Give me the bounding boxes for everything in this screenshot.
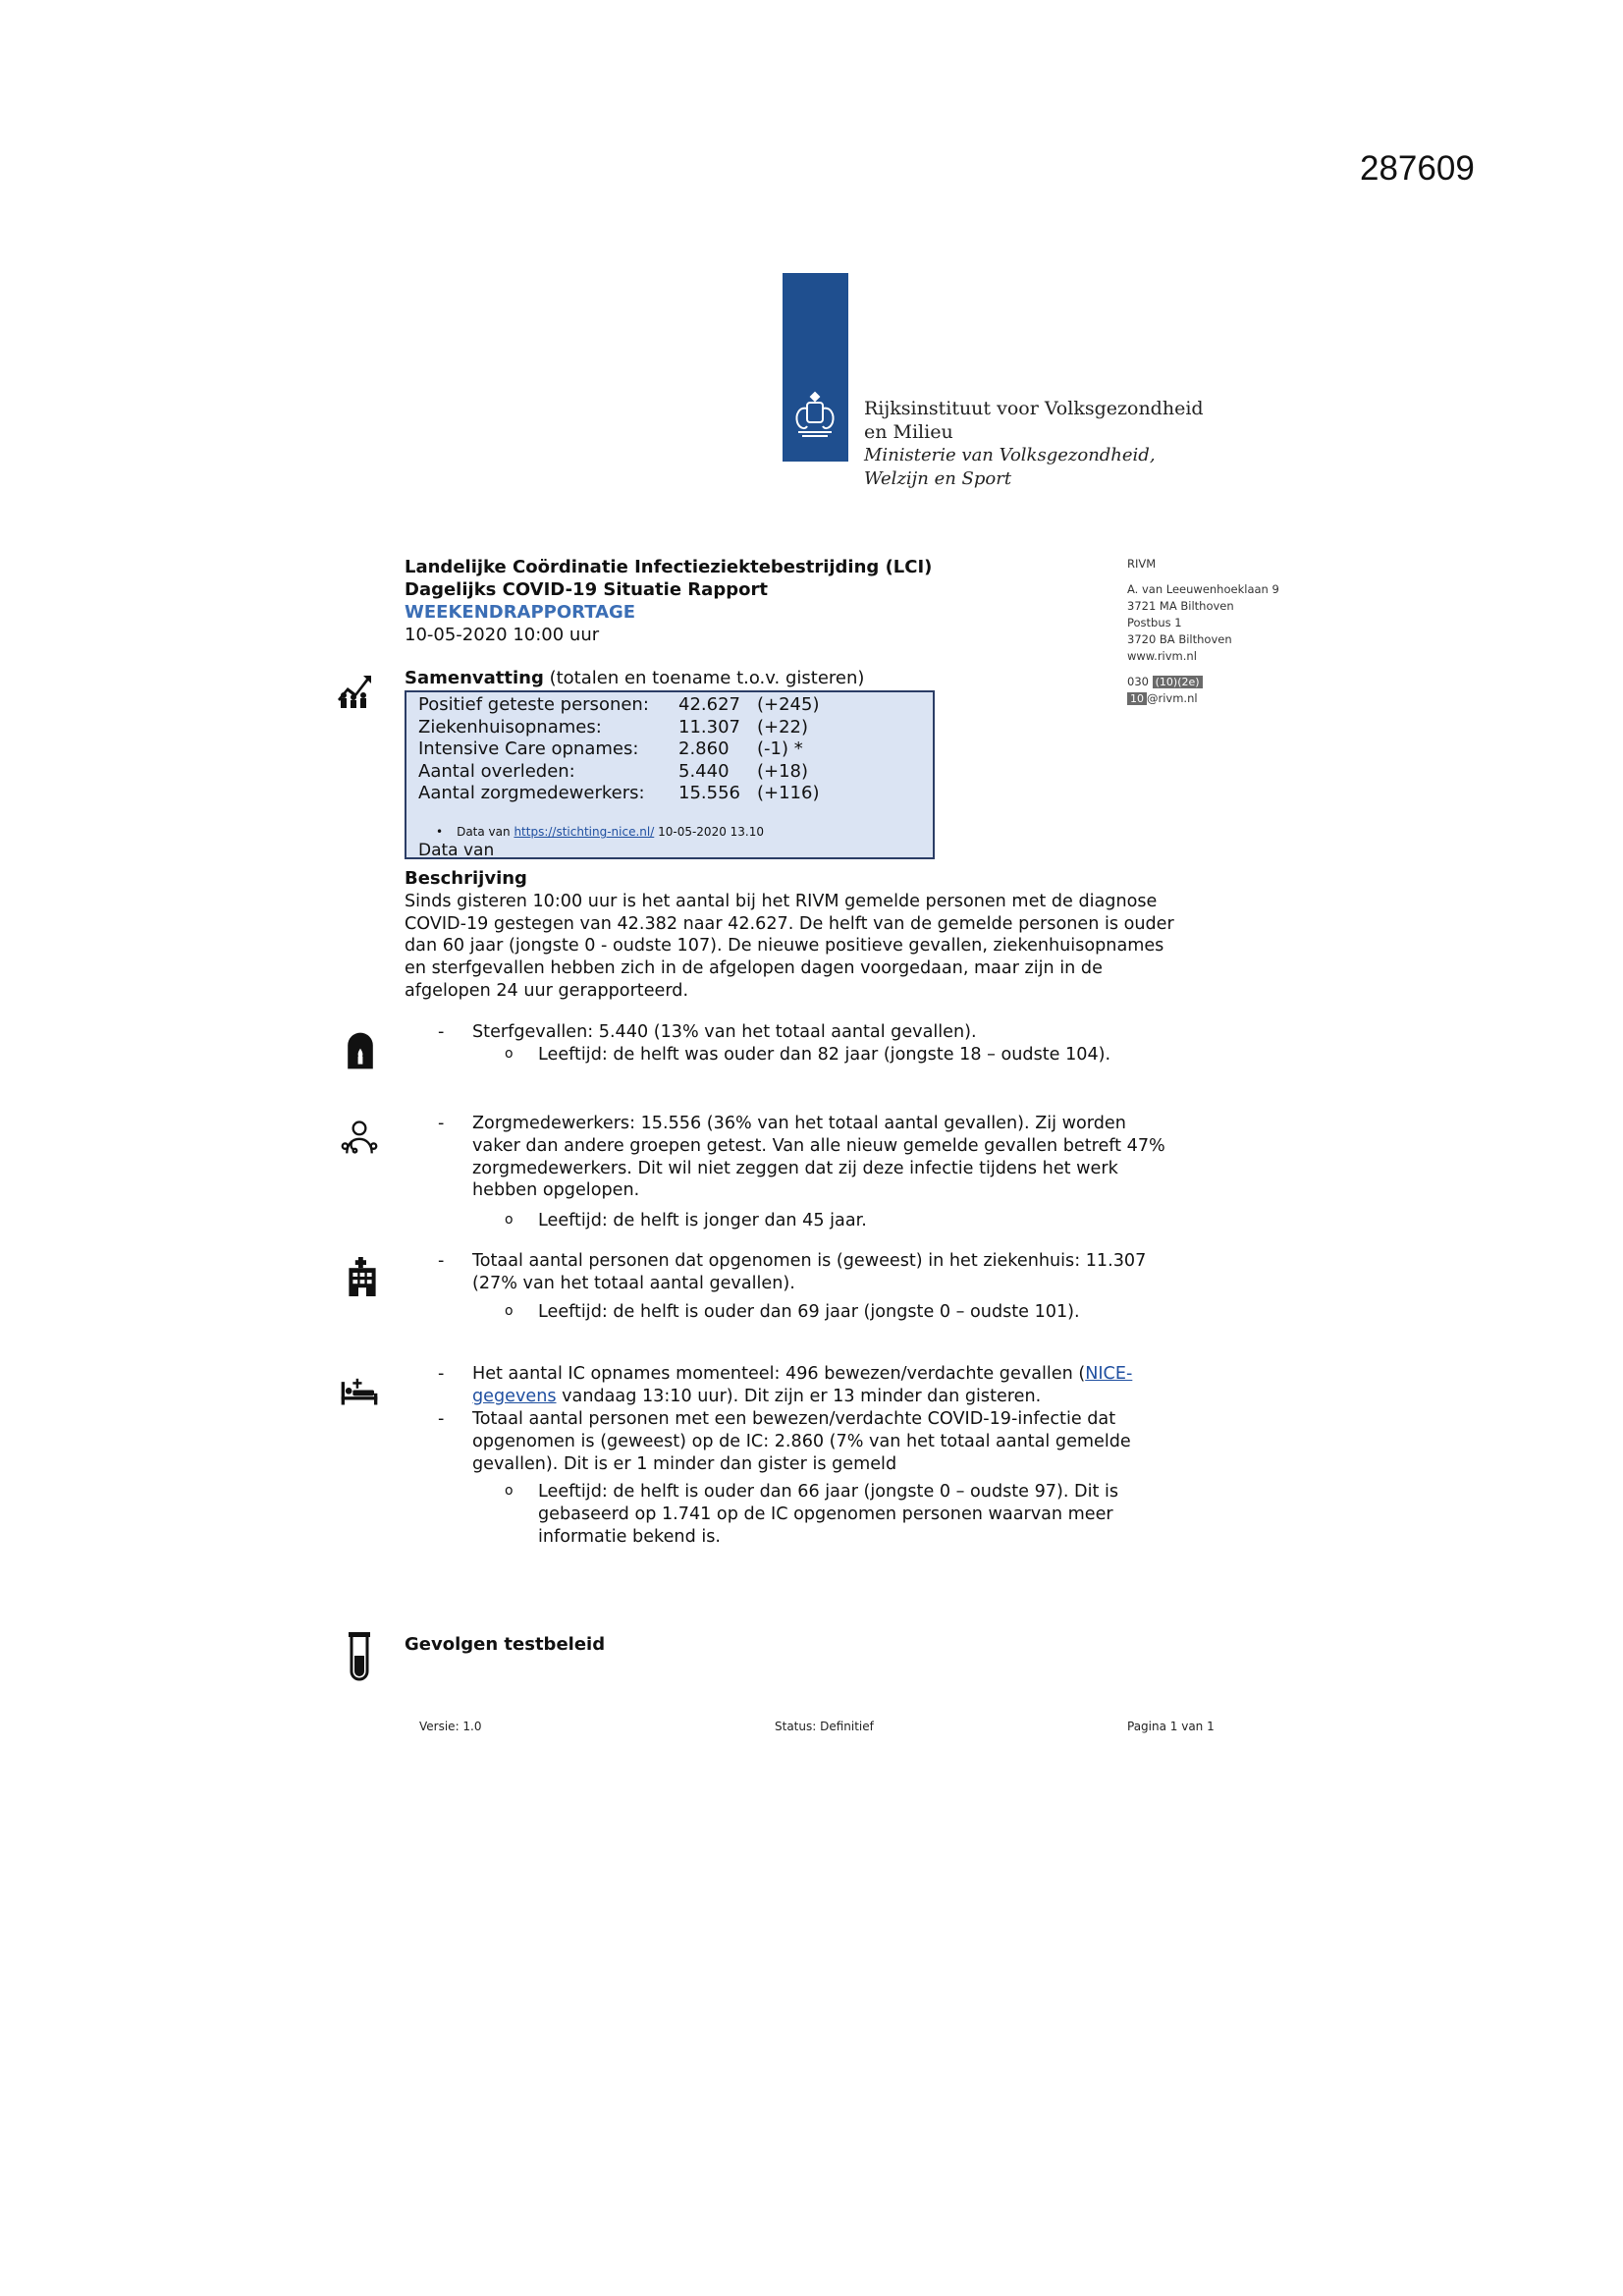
dash-marker: - [438, 1114, 445, 1133]
healthcare-worker-icon [340, 1118, 379, 1157]
description-line: COVID-19 gestegen van 42.382 naar 42.627. De helft van de gemelde personen is ouder [405, 913, 1174, 934]
summary-value: 2.860 [678, 738, 730, 760]
ic-total-line: opgenomen is (geweest) op de IC: 2.860 (7% van het totaal aantal gemelde [472, 1431, 1131, 1451]
logo-text [864, 397, 1204, 491]
ministry-line2: Welzijn en Sport [864, 468, 1012, 489]
summary-row [418, 738, 819, 761]
document-id: 287609 [1360, 149, 1475, 188]
deaths-age-text: Leeftijd: de helft was ouder dan 82 jaar (jongste 18 – oudste 104). [538, 1045, 1111, 1065]
hospital-text [472, 1250, 1146, 1295]
care-workers-line: vaker dan andere groepen getest. Van alle nieuw gemelde gevallen betreft 47% [472, 1135, 1165, 1156]
header-date: 10-05-2020 10:00 uur [405, 625, 600, 645]
report-header [405, 556, 932, 646]
org-name-line2: en Milieu [864, 421, 953, 443]
summary-label: Aantal overleden: [418, 760, 575, 782]
hospital-bed-icon [340, 1373, 379, 1412]
footer-status: Status: Definitief [775, 1720, 874, 1733]
redaction-box: (10)(2e) [1153, 676, 1203, 688]
chart-people-icon [334, 672, 373, 711]
summary-label: Aantal zorgmedewerkers: [418, 783, 645, 804]
description-line: Sinds gisteren 10:00 uur is het aantal bij het RIVM gemelde personen met de diagnose [405, 891, 1158, 911]
address-block [1127, 556, 1279, 707]
ministry-line1: Ministerie van Volksgezondheid, [864, 445, 1156, 465]
ic-age-line: Leeftijd: de helft is ouder dan 66 jaar (jongste 0 – oudste 97). Dit is [538, 1482, 1119, 1502]
care-workers-line: zorgmedewerkers. Dit wil niet zeggen dat zij deze infectie tijdens het werk [472, 1158, 1118, 1178]
care-workers-line: Zorgmedewerkers: 15.556 (36% van het totaal aantal gevallen). Zij worden [472, 1114, 1126, 1133]
circle-bullet: o [505, 1212, 514, 1228]
address-email: 10 @rivm.nl [1127, 690, 1279, 707]
ic-age-text [538, 1481, 1118, 1548]
care-workers-text [472, 1113, 1165, 1202]
summary-value: 5.440 [678, 760, 730, 782]
header-line1: Landelijke Coördinatie Infectieziektebestrijding (LCI) [405, 557, 933, 577]
summary-change: (+18) [757, 760, 809, 782]
summary-label: Ziekenhuisopnames: [418, 716, 602, 738]
description-title: Beschrijving [405, 868, 527, 889]
nice-gegevens-link[interactable]: NICE- [1085, 1364, 1133, 1384]
nice-link[interactable]: https://stichting-nice.nl/ [514, 825, 655, 839]
summary-row [418, 783, 819, 805]
summary-row [418, 694, 819, 717]
summary-value: 11.307 [678, 716, 740, 738]
hospital-line: Totaal aantal personen dat opgenomen is (geweest) in het ziekenhuis: 11.307 [472, 1251, 1147, 1271]
summary-change: (+245) [757, 694, 820, 715]
summary-change: (-1) * [757, 738, 803, 760]
summary-row [418, 717, 819, 739]
address-pobox: Postbus 1 [1127, 616, 1182, 629]
description-line: dan 60 jaar (jongste 0 - oudste 107). De nieuwe positieve gevallen, ziekenhuisopnames [405, 936, 1164, 957]
care-workers-line: hebben opgelopen. [472, 1180, 640, 1201]
address-org: RIVM [1127, 557, 1157, 571]
section-title-testbeleid: Gevolgen testbeleid [405, 1634, 606, 1655]
data-van-text: Data van [418, 841, 495, 860]
ic-total-text [472, 1408, 1131, 1475]
summary-label: Intensive Care opnames: [418, 738, 639, 760]
address-postal: 3721 MA Bilthoven [1127, 599, 1234, 613]
deaths-text: Sterfgevallen: 5.440 (13% van het totaal aantal gevallen). [472, 1022, 977, 1042]
ic-current-line1: Het aantal IC opnames momenteel: 496 bewezen/verdachte gevallen (NICE- [472, 1364, 1133, 1384]
circle-bullet: o [505, 1046, 514, 1062]
address-pobox-postal: 3720 BA Bilthoven [1127, 632, 1232, 646]
ic-total-line: Totaal aantal personen met een bewezen/verdachte COVID-19-infectie dat [472, 1409, 1116, 1429]
description-line: afgelopen 24 uur gerapporteerd. [405, 980, 689, 1001]
description-line: en sterfgevallen hebben zich in de afgelopen dagen voorgedaan, maar zijn in de [405, 958, 1103, 979]
logo-bar [783, 273, 848, 462]
address-street: A. van Leeuwenhoeklaan 9 [1127, 582, 1279, 596]
ic-total-line: gevallen). Dit is er 1 minder dan gister is gemeld [472, 1453, 897, 1474]
summary-value: 42.627 [678, 694, 740, 715]
address-phone: 030 (10)(2e) [1127, 674, 1279, 690]
hospital-age-text: Leeftijd: de helft is ouder dan 69 jaar (jongste 0 – oudste 101). [538, 1302, 1080, 1322]
footer-version: Versie: 1.0 [419, 1720, 482, 1733]
dash-marker: - [438, 1022, 445, 1042]
address-web: www.rivm.nl [1127, 649, 1197, 663]
summary-table [418, 694, 819, 805]
circle-bullet: o [505, 1303, 514, 1319]
description-section [405, 868, 1239, 1003]
ic-current-line2: gegevens vandaag 13:10 uur). Dit zijn er 13 minder dan gisteren. [472, 1386, 1042, 1406]
dash-marker: - [438, 1409, 445, 1429]
care-workers-age-text: Leeftijd: de helft is jonger dan 45 jaar. [538, 1211, 867, 1230]
coat-of-arms-icon [790, 389, 839, 440]
summary-box [405, 690, 935, 859]
ic-current-text [472, 1363, 1132, 1408]
summary-change: (+22) [757, 716, 809, 738]
summary-value: 15.556 [678, 783, 740, 804]
header-line2: Dagelijks COVID-19 Situatie Rapport [405, 579, 768, 600]
summary-title: Samenvatting (totalen en toename t.o.v. gisteren) [405, 668, 865, 688]
hospital-icon [343, 1257, 382, 1296]
summary-label: Positief geteste personen: [418, 694, 649, 715]
test-tube-icon [347, 1632, 372, 1683]
data-source-line: • Data van https://stichting-nice.nl/ 10-05-2020 13.10 [436, 825, 764, 839]
dash-marker: - [438, 1364, 445, 1384]
ic-age-line: gebaseerd op 1.741 op de IC opgenomen personen waarvan meer [538, 1503, 1113, 1524]
dash-marker: - [438, 1251, 445, 1271]
ic-age-line: informatie bekend is. [538, 1526, 721, 1547]
redaction-box: 10 [1127, 692, 1147, 705]
summary-change: (+116) [757, 783, 820, 804]
tombstone-icon [341, 1031, 380, 1070]
org-name-line1: Rijksinstituut voor Volksgezondheid [864, 398, 1204, 419]
header-weekend: WEEKENDRAPPORTAGE [405, 602, 636, 623]
hospital-line: (27% van het totaal aantal gevallen). [472, 1273, 795, 1293]
summary-row [418, 761, 819, 784]
footer-page: Pagina 1 van 1 [1127, 1720, 1215, 1733]
circle-bullet: o [505, 1483, 514, 1499]
nice-gegevens-link[interactable]: gegevens [472, 1386, 557, 1406]
bullet-dot: • [436, 825, 444, 839]
